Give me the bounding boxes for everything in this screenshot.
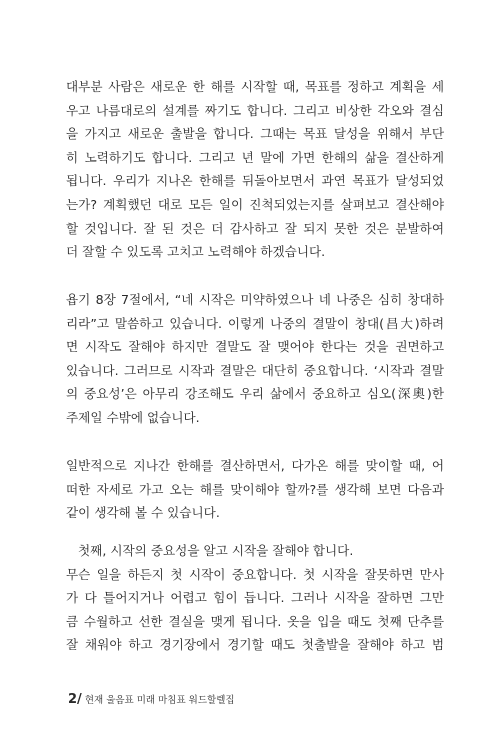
text-line: 리라”고 말씀하고 있습니다. 이렇게 나중의 결말이 창대(昌大)하려 — [66, 315, 444, 331]
paragraph-4 — [66, 539, 444, 657]
text-line: 의 중요성’은 아무리 강조해도 우리 삶에서 중요하고 심오(深奧)한 — [66, 386, 444, 402]
section-heading: 첫째, 시작의 중요성을 알고 시작을 잘해야 합니다. — [66, 543, 354, 558]
text-line: 주제일 수밖에 없습니다. — [66, 409, 200, 425]
text-line: 있습니다. 그러므로 시작과 결말은 대단히 중요합니다. ‘시작과 결말 — [66, 362, 444, 378]
text-line: 무슨 일을 하든지 첫 시작이 중요합니다. 첫 시작을 잘못하면 만사 — [66, 566, 444, 582]
text-line: 을 가지고 새로운 출발을 합니다. 그때는 목표 달성을 위해서 부단 — [66, 126, 444, 142]
text-line: 같이 생각해 볼 수 있습니다. — [66, 505, 220, 521]
text-line: 떠한 자세로 가고 오는 해를 맞이해야 할까?를 생각해 보면 다음과 — [66, 481, 444, 497]
footer-separator: / — [77, 692, 82, 707]
text-line: 됩니다. 우리가 지나온 한해를 뒤돌아보면서 과연 목표가 달성되었 — [66, 173, 444, 189]
paragraph-3 — [66, 454, 444, 525]
paragraph-2 — [66, 288, 444, 430]
text-line: 큼 수월하고 선한 결실을 맺게 됩니다. 옷을 입을 때도 첫째 단추를 — [66, 613, 444, 629]
text-line: 잘 채워야 하고 경기장에서 경기할 때도 첫출발을 잘해야 하고 범 — [66, 637, 444, 653]
text-line: 가 다 틀어지거나 어렵고 힘이 듭니다. 그러나 시작을 잘하면 그만 — [66, 590, 444, 606]
text-line: 더 잘할 수 있도록 고치고 노력해야 하겠습니다. — [66, 244, 326, 260]
text-line: 면 시작도 잘해야 하지만 결말도 잘 맺어야 한다는 것을 권면하고 — [66, 339, 444, 355]
page-number: 2 — [68, 692, 78, 707]
footer-title: 현재 울음표 미래 마침표 워드할렐집 — [81, 695, 235, 706]
text-line: 는가? 계획했던 대로 모든 일이 진척되었는지를 살펴보고 결산해야 — [66, 196, 444, 212]
text-line: 일반적으로 지나간 한해를 결산하면서, 다가온 해를 맞이할 때, 어 — [66, 458, 444, 473]
text-line: 우고 나름대로의 설계를 짜기도 합니다. 그리고 비상한 각오와 결심 — [66, 102, 444, 118]
text-line: 대부분 사람은 새로운 한 해를 시작할 때, 목표를 정하고 계획을 세 — [66, 79, 444, 94]
paragraph-1 — [66, 75, 444, 264]
text-line: 욥기 8장 7절에서, “네 시작은 미약하였으나 네 나중은 심히 창대하 — [66, 292, 444, 307]
page-footer — [68, 688, 235, 707]
text-line: 히 노력하기도 합니다. 그리고 년 말에 가면 한해의 삶을 결산하게 — [66, 149, 444, 165]
text-line: 할 것입니다. 잘 된 것은 더 감사하고 잘 되지 못한 것은 분발하여 — [66, 220, 444, 236]
